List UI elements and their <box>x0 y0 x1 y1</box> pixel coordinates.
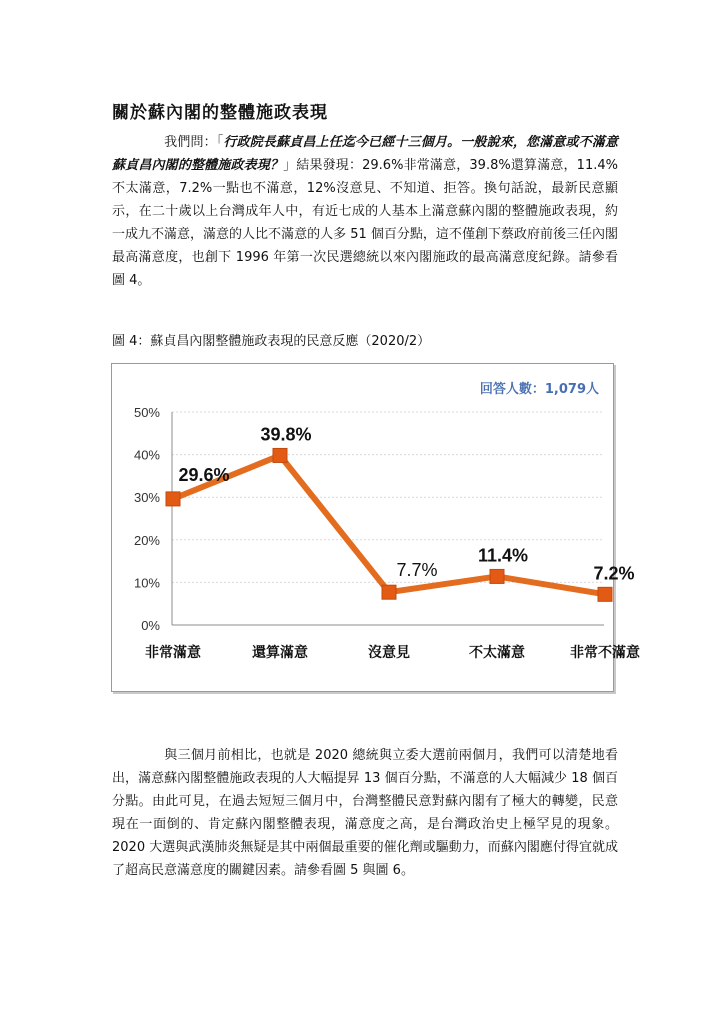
respondent-count: 回答人數：1,079人 <box>479 382 599 397</box>
x-category-label: 不太滿意 <box>469 645 525 661</box>
data-label: 7.2% <box>593 563 635 584</box>
data-point-marker <box>598 587 612 601</box>
x-category-label: 還算滿意 <box>252 645 308 661</box>
data-point-marker <box>382 585 396 599</box>
x-category-label: 沒意見 <box>368 645 410 661</box>
paragraph-2 <box>112 744 618 882</box>
paragraph-2-body: 與三個月前相比，也就是 2020 總統與立委大選前兩個月，我們可以清楚地看出，滿意蘇內閣整體施政表現的人大幅提昇 13 個百分點，不滿意的人大幅減少 18 個百分點。由此可見，在過去短短三個月中，台灣整體民意對蘇內閣有了極大的轉變，民意現在一面倒的、肯定蘇內閣整體表現，滿意度之高，是台灣政治史上極罕見的現象。2020 大選與武漢肺炎無疑是其中兩個最重要的催化劑或驅動力，而蘇內閣應付得宜就成了超高民意滿意度的關鍵因素。請參看圖 5 與圖 6。 <box>112 748 618 878</box>
y-tick-label: 20% <box>133 532 160 548</box>
y-tick-label: 40% <box>133 447 160 463</box>
y-tick-label: 0% <box>141 618 160 633</box>
section-heading: 關於蘇內閣的整體施政表現 <box>112 103 328 123</box>
series-line <box>173 455 605 594</box>
chart-frame <box>111 363 640 692</box>
line-chart <box>112 364 640 691</box>
data-point-marker <box>166 492 180 506</box>
x-category-label: 非常不滿意 <box>570 645 640 661</box>
paragraph-1-body: 」結果發現：29.6%非常滿意，39.8%還算滿意，11.4%不太滿意，7.2%一點也不滿意，12%沒意見、不知道、拒答。換句話說，最新民意顯示，在二十歲以上台灣成年人中，有近七成的人基本上滿意蘇內閣的整體施政表現，約一成九不滿意，滿意的人比不滿意的人多 51 個百分點，這不僅創下蔡政府前後三任內閣最高滿意度，也創下 1996 年第一次民選總統以來內閣施政的最高滿意度紀錄。請參看圖 4。 <box>112 158 618 288</box>
y-tick-label: 10% <box>133 575 160 591</box>
paragraph-1 <box>112 131 618 292</box>
y-tick-label: 50% <box>133 405 160 420</box>
x-category-label: 非常滿意 <box>145 645 201 661</box>
data-point-marker <box>273 448 287 462</box>
data-label: 29.6% <box>178 464 230 485</box>
paragraph-1-intro: 我們問：「 <box>164 135 224 150</box>
y-tick-label: 30% <box>133 490 160 506</box>
data-label: 39.8% <box>260 424 312 445</box>
data-label: 7.7% <box>396 560 438 581</box>
survey-question-quote: 行政院長蘇貞昌上任迄今已經十三個月。一般說來，您滿意或不滿意蘇貞昌內閣的整體施政表現？ <box>112 135 618 173</box>
figure-caption: 圖 4：蘇貞昌內閣整體施政表現的民意反應（2020/2） <box>112 334 431 349</box>
data-label: 11.4% <box>477 545 529 566</box>
data-point-marker <box>490 569 504 583</box>
